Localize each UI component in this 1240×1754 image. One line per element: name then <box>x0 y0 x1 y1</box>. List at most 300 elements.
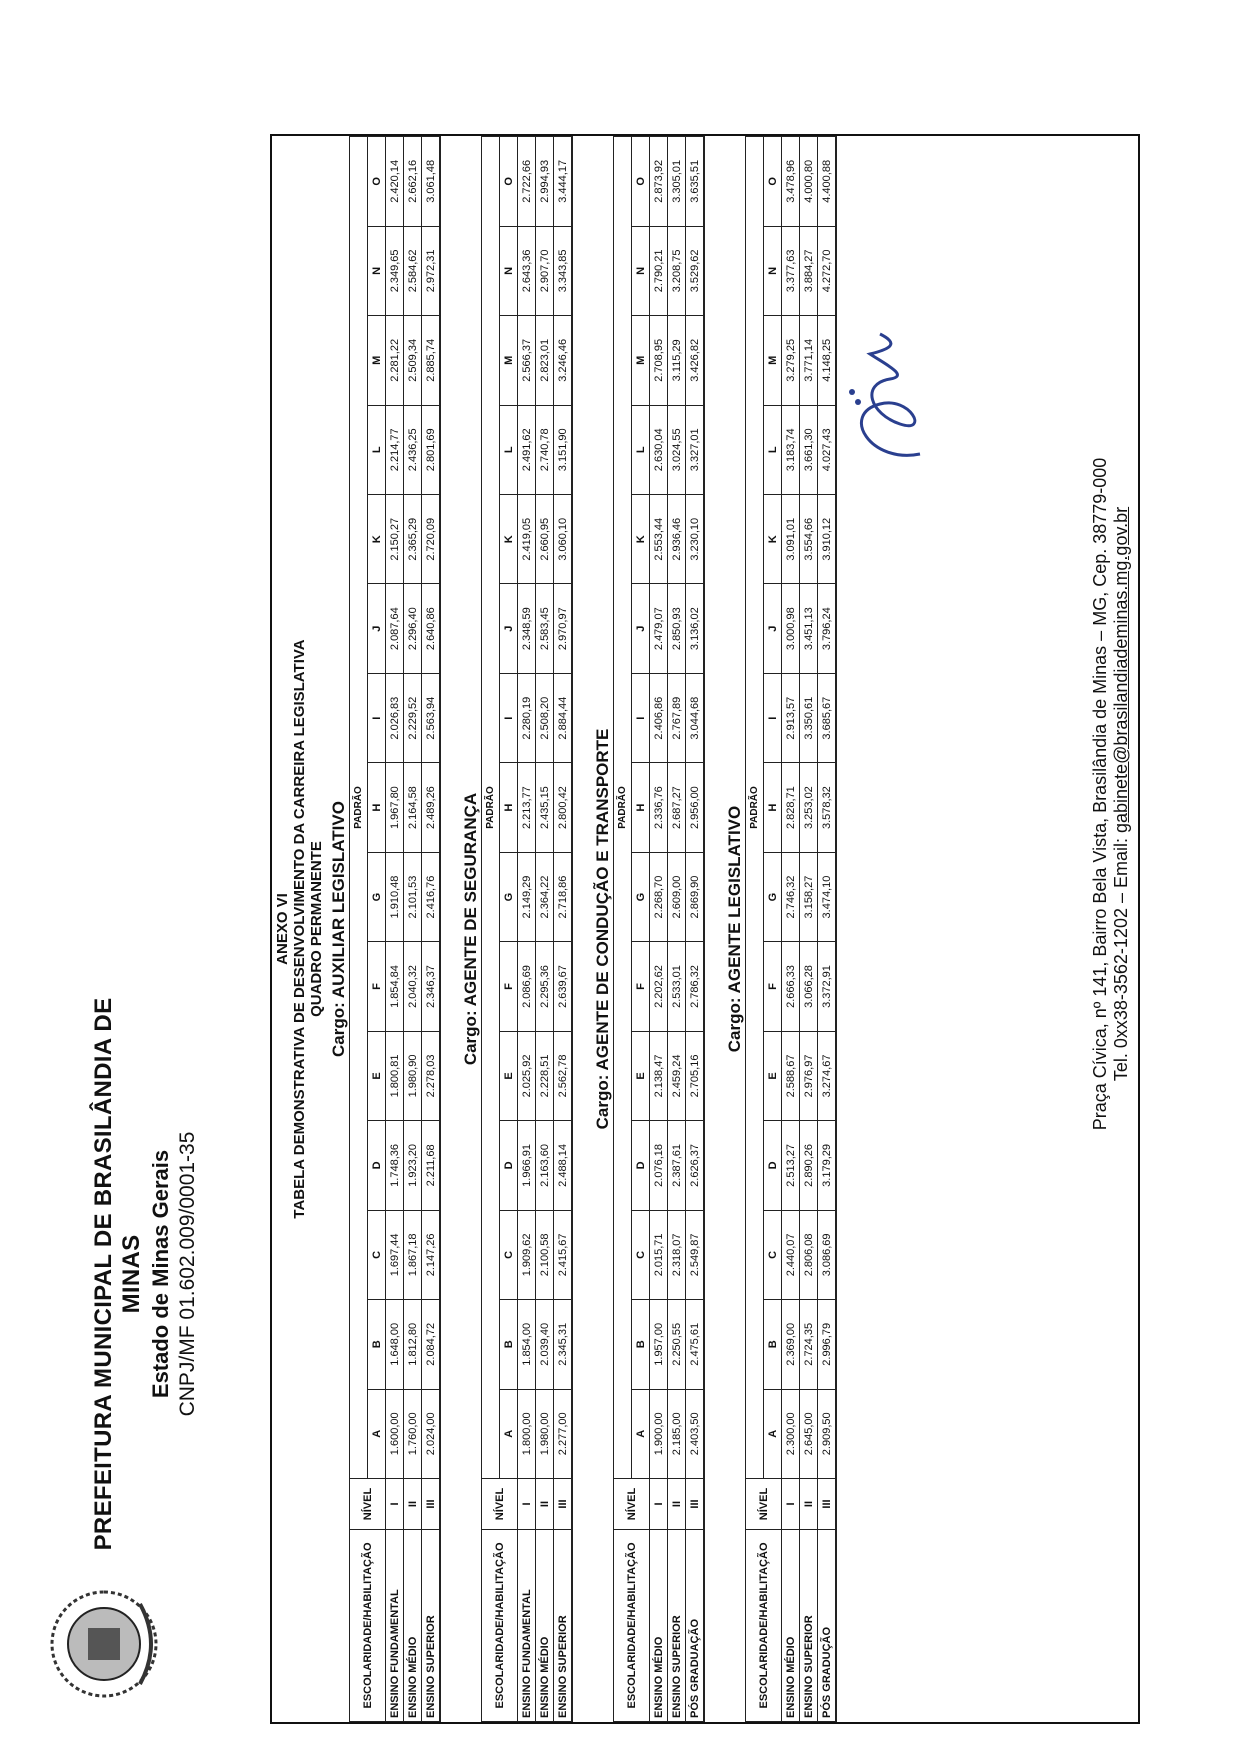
salary-cell: 4.027,43 <box>818 405 836 494</box>
salary-cell: 2.566,37 <box>518 316 536 405</box>
column-header: K <box>632 495 650 584</box>
salary-section <box>593 136 711 1722</box>
salary-cell: 2.435,15 <box>536 763 554 852</box>
salary-cell: 2.280,19 <box>518 673 536 762</box>
annex-title: TABELA DEMONSTRATIVA DE DESENVOLVIMENTO DA CARREIRA LEGISLATIVA <box>291 639 308 1219</box>
salary-section <box>725 136 843 1722</box>
salary-cell: 3.044,68 <box>686 673 704 762</box>
column-header: I <box>368 673 386 762</box>
column-header: F <box>368 942 386 1031</box>
table-row <box>650 137 668 1722</box>
salary-cell: 2.767,89 <box>668 673 686 762</box>
salary-cell: 3.910,12 <box>818 495 836 584</box>
header-nivel: NÍVEL <box>482 1479 518 1530</box>
header-padrao: PADRÃO <box>350 137 368 1479</box>
salary-cell: 3.060,10 <box>554 495 572 584</box>
salary-cell: 2.211,68 <box>422 1121 440 1210</box>
column-header: C <box>500 1210 518 1299</box>
table-row <box>800 137 818 1722</box>
salary-cell: 2.149,29 <box>518 852 536 941</box>
column-header: G <box>632 852 650 941</box>
footer-address: Praça Cívica, nº 141, Bairro Bela Vista, Brasilândia de Minas – MG, Cep. 38779-000 <box>1090 457 1110 1131</box>
salary-cell: 2.724,35 <box>800 1300 818 1389</box>
salary-cell: 1.909,62 <box>518 1210 536 1299</box>
salary-cell: 2.369,00 <box>782 1300 800 1389</box>
column-header: L <box>500 405 518 494</box>
salary-cell: 3.274,67 <box>818 1031 836 1120</box>
salary-cell: 2.025,92 <box>518 1031 536 1120</box>
letterhead-title: PREFEITURA MUNICIPAL DE BRASILÂNDIA DE MINAS <box>90 997 145 1551</box>
column-header: J <box>632 584 650 673</box>
column-header: J <box>764 584 782 673</box>
column-header: N <box>500 226 518 315</box>
salary-cell: 1.800,81 <box>386 1031 404 1120</box>
salary-cell: 2.687,27 <box>668 763 686 852</box>
salary-cell: 2.387,61 <box>668 1121 686 1210</box>
salary-cell: 2.416,76 <box>422 852 440 941</box>
column-header: B <box>500 1300 518 1389</box>
column-header: L <box>632 405 650 494</box>
salary-cell: 2.746,32 <box>782 852 800 941</box>
salary-cell: 3.246,46 <box>554 316 572 405</box>
salary-cell: 2.278,03 <box>422 1031 440 1120</box>
column-header: N <box>764 226 782 315</box>
column-header: D <box>632 1121 650 1210</box>
salary-sections <box>329 136 843 1722</box>
letterhead-state: Estado de Minas Gerais <box>148 1149 173 1399</box>
row-nivel: III <box>422 1479 440 1530</box>
footer-email-link[interactable]: gabinete@brasilandiademinas.mg.gov.br <box>1111 506 1131 833</box>
salary-cell: 2.873,92 <box>650 137 668 227</box>
header-nivel: NÍVEL <box>746 1479 782 1530</box>
salary-cell: 2.970,97 <box>554 584 572 673</box>
row-escolaridade: ENSINO MÉDIO <box>650 1530 668 1722</box>
cargo-title: Cargo: AUXILIAR LEGISLATIVO <box>329 801 348 1057</box>
annex-subtitle: QUADRO PERMANENTE <box>308 841 325 1017</box>
salary-cell: 3.024,55 <box>668 405 686 494</box>
column-header: K <box>500 495 518 584</box>
salary-cell: 2.909,50 <box>818 1389 836 1478</box>
salary-cell: 2.185,00 <box>668 1389 686 1478</box>
salary-cell: 2.100,58 <box>536 1210 554 1299</box>
salary-cell: 2.640,86 <box>422 584 440 673</box>
salary-cell: 1.854,00 <box>518 1300 536 1389</box>
salary-cell: 2.509,34 <box>404 316 422 405</box>
header-nivel: NÍVEL <box>614 1479 650 1530</box>
salary-cell: 2.229,52 <box>404 673 422 762</box>
salary-cell: 2.645,00 <box>800 1389 818 1478</box>
column-header: L <box>764 405 782 494</box>
salary-cell: 3.529,62 <box>686 226 704 315</box>
header-padrao: PADRÃO <box>614 137 632 1479</box>
salary-cell: 3.115,29 <box>668 316 686 405</box>
salary-cell: 2.890,26 <box>800 1121 818 1210</box>
salary-cell: 3.208,75 <box>668 226 686 315</box>
salary-cell: 2.956,00 <box>686 763 704 852</box>
salary-cell: 2.475,61 <box>686 1300 704 1389</box>
salary-cell: 3.183,74 <box>782 405 800 494</box>
row-escolaridade: ENSINO FUNDAMENTAL <box>518 1530 536 1722</box>
column-header: G <box>500 852 518 941</box>
salary-cell: 1.967,80 <box>386 763 404 852</box>
cargo-title: Cargo: AGENTE DE SEGURANÇA <box>461 792 480 1066</box>
row-escolaridade: ENSINO SUPERIOR <box>422 1530 440 1722</box>
salary-cell: 2.440,07 <box>782 1210 800 1299</box>
table-row <box>668 137 686 1722</box>
column-header: H <box>500 763 518 852</box>
salary-cell: 2.147,26 <box>422 1210 440 1299</box>
salary-cell: 2.436,25 <box>404 405 422 494</box>
salary-cell: 3.635,51 <box>686 137 704 227</box>
salary-cell: 2.630,04 <box>650 405 668 494</box>
salary-table <box>613 136 704 1722</box>
row-nivel: I <box>650 1479 668 1530</box>
salary-cell: 2.913,57 <box>782 673 800 762</box>
salary-cell: 3.377,63 <box>782 226 800 315</box>
salary-cell: 2.459,24 <box>668 1031 686 1120</box>
salary-cell: 2.666,33 <box>782 942 800 1031</box>
salary-cell: 1.867,18 <box>404 1210 422 1299</box>
salary-cell: 3.372,91 <box>818 942 836 1031</box>
salary-cell: 2.026,83 <box>386 673 404 762</box>
salary-cell: 3.066,28 <box>800 942 818 1031</box>
salary-cell: 2.801,69 <box>422 405 440 494</box>
row-escolaridade: ENSINO MÉDIO <box>782 1530 800 1722</box>
row-escolaridade: ENSINO SUPERIOR <box>554 1530 572 1722</box>
column-header: O <box>764 137 782 227</box>
salary-cell: 3.661,30 <box>800 405 818 494</box>
salary-cell: 2.420,14 <box>386 137 404 227</box>
row-nivel: I <box>386 1479 404 1530</box>
salary-cell: 2.720,09 <box>422 495 440 584</box>
salary-table <box>481 136 572 1722</box>
salary-cell: 1.648,00 <box>386 1300 404 1389</box>
header-escolaridade: ESCOLARIDADE/HABILITAÇÃO <box>350 1530 386 1722</box>
salary-cell: 2.164,58 <box>404 763 422 852</box>
column-header: C <box>632 1210 650 1299</box>
salary-cell: 1.910,48 <box>386 852 404 941</box>
salary-cell: 3.279,25 <box>782 316 800 405</box>
row-nivel: II <box>668 1479 686 1530</box>
cargo-title: Cargo: AGENTE DE CONDUÇÃO E TRANSPORTE <box>593 728 612 1130</box>
salary-cell: 2.489,26 <box>422 763 440 852</box>
salary-cell: 2.869,90 <box>686 852 704 941</box>
row-escolaridade: ENSINO FUNDAMENTAL <box>386 1530 404 1722</box>
column-header: A <box>500 1389 518 1478</box>
column-header: E <box>764 1031 782 1120</box>
salary-cell: 2.884,44 <box>554 673 572 762</box>
salary-cell: 3.796,24 <box>818 584 836 673</box>
column-header: D <box>764 1121 782 1210</box>
salary-cell: 3.474,10 <box>818 852 836 941</box>
table-row <box>518 137 536 1722</box>
column-header: I <box>632 673 650 762</box>
salary-cell: 3.451,13 <box>800 584 818 673</box>
salary-cell: 2.639,67 <box>554 942 572 1031</box>
salary-cell: 2.972,31 <box>422 226 440 315</box>
salary-cell: 3.578,32 <box>818 763 836 852</box>
salary-cell: 1.812,80 <box>404 1300 422 1389</box>
salary-cell: 2.533,01 <box>668 942 686 1031</box>
column-header: A <box>632 1389 650 1478</box>
salary-cell: 2.609,00 <box>668 852 686 941</box>
salary-cell: 3.426,82 <box>686 316 704 405</box>
salary-cell: 3.061,48 <box>422 137 440 227</box>
salary-cell: 2.101,53 <box>404 852 422 941</box>
salary-cell: 1.980,90 <box>404 1031 422 1120</box>
section-divider <box>704 136 711 1722</box>
column-header: C <box>764 1210 782 1299</box>
salary-cell: 1.600,00 <box>386 1389 404 1478</box>
salary-cell: 3.685,67 <box>818 673 836 762</box>
salary-cell: 2.415,67 <box>554 1210 572 1299</box>
salary-cell: 2.562,78 <box>554 1031 572 1120</box>
column-header: K <box>764 495 782 584</box>
salary-cell: 2.828,71 <box>782 763 800 852</box>
salary-cell: 2.800,42 <box>554 763 572 852</box>
header-escolaridade: ESCOLARIDADE/HABILITAÇÃO <box>614 1530 650 1722</box>
salary-cell: 2.513,27 <box>782 1121 800 1210</box>
salary-cell: 1.923,20 <box>404 1121 422 1210</box>
salary-cell: 2.039,40 <box>536 1300 554 1389</box>
row-escolaridade: ENSINO MÉDIO <box>404 1530 422 1722</box>
salary-cell: 2.296,40 <box>404 584 422 673</box>
salary-cell: 2.722,66 <box>518 137 536 227</box>
table-row <box>554 137 572 1722</box>
salary-cell: 2.508,20 <box>536 673 554 762</box>
salary-cell: 2.491,62 <box>518 405 536 494</box>
header-padrao: PADRÃO <box>482 137 500 1479</box>
salary-cell: 2.364,22 <box>536 852 554 941</box>
salary-cell: 3.554,66 <box>800 495 818 584</box>
column-header: E <box>500 1031 518 1120</box>
header-padrao: PADRÃO <box>746 137 764 1479</box>
salary-cell: 2.138,47 <box>650 1031 668 1120</box>
salary-cell: 2.479,07 <box>650 584 668 673</box>
salary-cell: 2.403,50 <box>686 1389 704 1478</box>
salary-cell: 1.957,00 <box>650 1300 668 1389</box>
salary-cell: 3.230,10 <box>686 495 704 584</box>
salary-cell: 2.087,64 <box>386 584 404 673</box>
salary-cell: 3.305,01 <box>668 137 686 227</box>
salary-cell: 2.885,74 <box>422 316 440 405</box>
salary-cell: 1.980,00 <box>536 1389 554 1478</box>
row-escolaridade: ENSINO SUPERIOR <box>668 1530 686 1722</box>
section-divider <box>572 136 579 1722</box>
salary-cell: 2.024,00 <box>422 1389 440 1478</box>
column-header: L <box>368 405 386 494</box>
salary-cell: 1.900,00 <box>650 1389 668 1478</box>
salary-cell: 2.708,95 <box>650 316 668 405</box>
header-escolaridade: ESCOLARIDADE/HABILITAÇÃO <box>482 1530 518 1722</box>
column-header: A <box>764 1389 782 1478</box>
column-header: N <box>368 226 386 315</box>
salary-section <box>329 136 447 1722</box>
salary-cell: 3.253,02 <box>800 763 818 852</box>
column-header: B <box>764 1300 782 1389</box>
salary-cell: 2.365,29 <box>404 495 422 584</box>
table-row <box>782 137 800 1722</box>
row-nivel: III <box>818 1479 836 1530</box>
salary-cell: 3.151,90 <box>554 405 572 494</box>
salary-cell: 2.084,72 <box>422 1300 440 1389</box>
table-row <box>422 137 440 1722</box>
salary-cell: 2.563,94 <box>422 673 440 762</box>
salary-cell: 3.179,29 <box>818 1121 836 1210</box>
salary-cell: 2.936,46 <box>668 495 686 584</box>
salary-cell: 1.966,91 <box>518 1121 536 1210</box>
salary-cell: 2.336,76 <box>650 763 668 852</box>
salary-cell: 2.626,37 <box>686 1121 704 1210</box>
salary-cell: 1.854,84 <box>386 942 404 1031</box>
salary-cell: 2.994,93 <box>536 137 554 227</box>
annex-titles <box>274 136 325 1722</box>
salary-cell: 2.740,78 <box>536 405 554 494</box>
letterhead-cnpj: CNPJ/MF 01.602.009/0001-35 <box>176 1131 199 1417</box>
salary-cell: 1.697,44 <box>386 1210 404 1299</box>
row-nivel: III <box>554 1479 572 1530</box>
salary-cell: 2.076,18 <box>650 1121 668 1210</box>
salary-cell: 2.300,00 <box>782 1389 800 1478</box>
column-header: H <box>632 763 650 852</box>
salary-cell: 2.345,31 <box>554 1300 572 1389</box>
salary-cell: 3.158,27 <box>800 852 818 941</box>
column-header: C <box>368 1210 386 1299</box>
salary-cell: 2.549,87 <box>686 1210 704 1299</box>
salary-cell: 3.343,85 <box>554 226 572 315</box>
salary-cell: 2.281,22 <box>386 316 404 405</box>
column-header: K <box>368 495 386 584</box>
salary-cell: 2.214,77 <box>386 405 404 494</box>
column-header: A <box>368 1389 386 1478</box>
salary-cell: 2.662,16 <box>404 137 422 227</box>
salary-cell: 3.444,17 <box>554 137 572 227</box>
salary-cell: 4.400,88 <box>818 137 836 227</box>
salary-cell: 2.553,44 <box>650 495 668 584</box>
column-header: G <box>368 852 386 941</box>
salary-cell: 3.478,96 <box>782 137 800 227</box>
salary-cell: 3.771,14 <box>800 316 818 405</box>
column-header: E <box>632 1031 650 1120</box>
footer-contact <box>1111 294 1132 1294</box>
salary-cell: 3.091,01 <box>782 495 800 584</box>
salary-cell: 3.884,27 <box>800 226 818 315</box>
footer-phone: Tel. 0xx38-3562-1202 – Email: <box>1111 833 1131 1082</box>
salary-cell: 1.800,00 <box>518 1389 536 1478</box>
column-header: M <box>632 316 650 405</box>
table-row <box>404 137 422 1722</box>
row-escolaridade: PÓS GRADUAÇÃO <box>686 1530 704 1722</box>
section-divider <box>440 136 447 1722</box>
table-row <box>386 137 404 1722</box>
salary-cell: 2.850,93 <box>668 584 686 673</box>
salary-cell: 2.806,08 <box>800 1210 818 1299</box>
salary-cell: 2.588,67 <box>782 1031 800 1120</box>
salary-cell: 3.086,69 <box>818 1210 836 1299</box>
letterhead <box>90 994 200 1554</box>
column-header: D <box>368 1121 386 1210</box>
row-nivel: II <box>800 1479 818 1530</box>
salary-cell: 3.000,98 <box>782 584 800 673</box>
salary-cell: 2.348,59 <box>518 584 536 673</box>
salary-cell: 2.202,62 <box>650 942 668 1031</box>
salary-cell: 2.823,01 <box>536 316 554 405</box>
salary-cell: 2.015,71 <box>650 1210 668 1299</box>
salary-cell: 2.406,86 <box>650 673 668 762</box>
row-nivel: II <box>536 1479 554 1530</box>
row-escolaridade: PÓS GRADUÇÃO <box>818 1530 836 1722</box>
salary-cell: 2.040,32 <box>404 942 422 1031</box>
column-header: O <box>368 137 386 227</box>
salary-cell: 2.150,27 <box>386 495 404 584</box>
salary-cell: 2.786,32 <box>686 942 704 1031</box>
column-header: M <box>500 316 518 405</box>
salary-cell: 2.086,69 <box>518 942 536 1031</box>
salary-table <box>745 136 836 1722</box>
row-escolaridade: ENSINO MÉDIO <box>536 1530 554 1722</box>
salary-cell: 4.272,70 <box>818 226 836 315</box>
row-escolaridade: ENSINO SUPERIOR <box>800 1530 818 1722</box>
row-nivel: I <box>782 1479 800 1530</box>
column-header: J <box>500 584 518 673</box>
salary-cell: 1.760,00 <box>404 1389 422 1478</box>
salary-cell: 3.350,61 <box>800 673 818 762</box>
salary-cell: 2.295,36 <box>536 942 554 1031</box>
page-footer <box>1090 294 1132 1294</box>
salary-cell: 2.228,51 <box>536 1031 554 1120</box>
salary-cell: 2.643,36 <box>518 226 536 315</box>
column-header: O <box>632 137 650 227</box>
table-row <box>686 137 704 1722</box>
column-header: B <box>368 1300 386 1389</box>
salary-cell: 2.268,70 <box>650 852 668 941</box>
salary-cell: 2.790,21 <box>650 226 668 315</box>
salary-cell: 4.000,80 <box>800 137 818 227</box>
column-header: H <box>764 763 782 852</box>
header-nivel: NÍVEL <box>350 1479 386 1530</box>
salary-cell: 2.705,16 <box>686 1031 704 1120</box>
salary-cell: 4.148,25 <box>818 316 836 405</box>
column-header: N <box>632 226 650 315</box>
salary-cell: 2.718,86 <box>554 852 572 941</box>
salary-section <box>461 136 579 1722</box>
salary-cell: 2.419,05 <box>518 495 536 584</box>
signature-icon <box>830 324 950 474</box>
salary-cell: 2.277,00 <box>554 1389 572 1478</box>
municipal-seal-icon <box>44 1584 164 1704</box>
salary-cell: 2.213,77 <box>518 763 536 852</box>
column-header: D <box>500 1121 518 1210</box>
column-header: I <box>500 673 518 762</box>
salary-cell: 2.660,95 <box>536 495 554 584</box>
salary-cell: 2.250,55 <box>668 1300 686 1389</box>
row-nivel: I <box>518 1479 536 1530</box>
header-escolaridade: ESCOLARIDADE/HABILITAÇÃO <box>746 1530 782 1722</box>
column-header: O <box>500 137 518 227</box>
annex-number: ANEXO VI <box>274 893 291 965</box>
salary-cell: 3.136,02 <box>686 584 704 673</box>
annex-table-frame <box>270 134 1140 1724</box>
salary-cell: 2.584,62 <box>404 226 422 315</box>
column-header: M <box>764 316 782 405</box>
column-header: G <box>764 852 782 941</box>
column-header: F <box>500 942 518 1031</box>
column-header: M <box>368 316 386 405</box>
salary-cell: 2.318,07 <box>668 1210 686 1299</box>
salary-cell: 1.748,36 <box>386 1121 404 1210</box>
salary-cell: 2.976,97 <box>800 1031 818 1120</box>
salary-cell: 2.907,70 <box>536 226 554 315</box>
